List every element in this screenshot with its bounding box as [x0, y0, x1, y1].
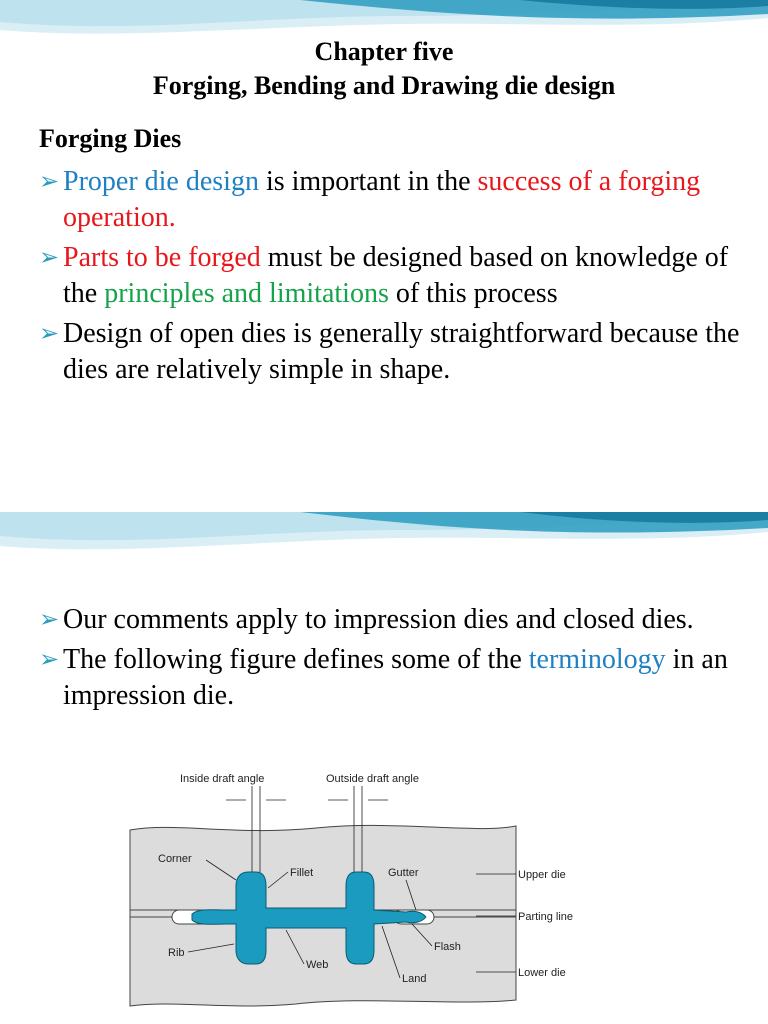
bullet-item	[39, 602, 754, 638]
bullet-text-highlight: Parts to be forged	[63, 242, 261, 273]
section-heading: Forging Dies	[39, 124, 182, 153]
impression-die-figure	[116, 760, 610, 1024]
bullet-item	[39, 642, 754, 714]
label-corner: Corner	[158, 853, 192, 865]
label-fillet: Fillet	[290, 867, 314, 879]
bullet-text-highlight: terminology	[528, 644, 666, 675]
label-inside-draft-angle: Inside draft angle	[180, 773, 265, 785]
bullet-text: of this process	[388, 278, 558, 309]
arrow-bullet-icon: ➢	[39, 169, 60, 195]
bullet-text: The following figure defines some of the	[63, 644, 529, 675]
bullet-text: Design of open dies is generally straightforward because the dies are relatively simple in shape.	[63, 318, 740, 385]
label-gutter: Gutter	[388, 867, 419, 879]
slide2-bullet-list	[39, 602, 754, 718]
label-land: Land	[402, 973, 427, 985]
arrow-bullet-icon: ➢	[39, 647, 60, 673]
bullet-text: is important in the	[258, 166, 478, 197]
bullet-item	[39, 164, 754, 236]
upper-die-shape	[130, 825, 516, 910]
bullet-text: must be designed based on knowledge of the	[63, 242, 729, 309]
header-wave-decoration	[0, 512, 768, 582]
bullet-text: Our comments apply to impression dies and closed dies.	[63, 604, 694, 635]
title-line-1: Chapter five	[314, 37, 454, 66]
bullet-text-highlight: success of a forging operation.	[63, 166, 701, 233]
label-web: Web	[306, 959, 329, 971]
label-parting-line: Parting line	[518, 911, 574, 923]
bullet-text: in an impression die.	[63, 644, 728, 711]
bullet-item	[39, 240, 754, 312]
arrow-bullet-icon: ➢	[39, 245, 60, 271]
label-lower-die: Lower die	[518, 967, 566, 979]
slide1-bullet-list	[39, 164, 754, 392]
arrow-bullet-icon: ➢	[39, 321, 60, 347]
bullet-item	[39, 316, 754, 388]
label-flash: Flash	[434, 941, 461, 953]
label-rib: Rib	[168, 947, 185, 959]
label-upper-die: Upper die	[518, 869, 566, 881]
arrow-bullet-icon: ➢	[39, 607, 60, 633]
bullet-text-highlight: principles and limitations	[104, 278, 389, 309]
title-line-2: Forging, Bending and Drawing die design	[152, 71, 616, 100]
bullet-text-highlight: Proper die design	[63, 166, 259, 197]
label-outside-draft-angle: Outside draft angle	[326, 773, 419, 785]
